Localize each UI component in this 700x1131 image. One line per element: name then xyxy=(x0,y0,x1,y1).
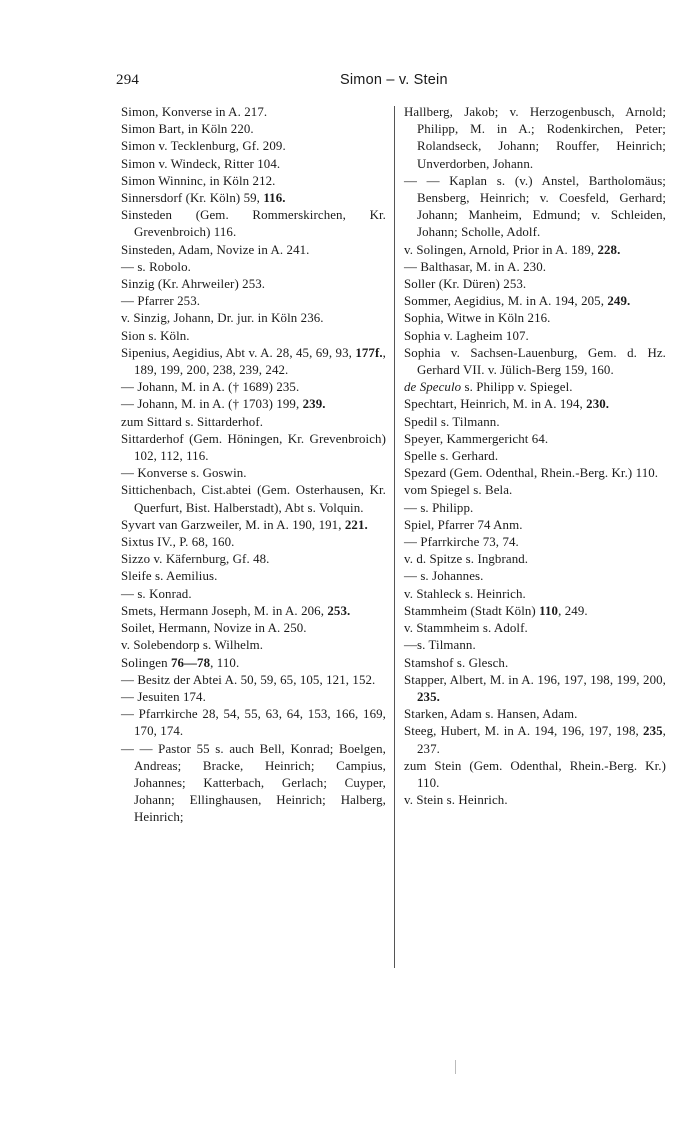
entry-text: s. Philipp v. Spiegel. xyxy=(461,380,573,395)
entry-text: Soller (Kr. Düren) 253. xyxy=(404,277,527,292)
entry-text: Simon Bart, in Köln 220. xyxy=(121,122,254,137)
index-entry xyxy=(121,672,386,689)
entry-text: Soilet, Hermann, Novize in A. 250. xyxy=(121,621,307,636)
entry-text: — Besitz der Abtei A. 50, 59, 65, 105, 121, 152. xyxy=(121,672,376,687)
index-entry xyxy=(121,655,386,672)
entry-text: Starken, Adam s. Hansen, Adam. xyxy=(404,707,578,722)
entry-text: Sinsteden (Gem. Rommerskirchen, Kr. Grevenbroich) 116. xyxy=(121,208,386,240)
entry-text: Sipenius, Aegidius, Abt v. A. 28, 45, 69, 93, xyxy=(121,345,356,360)
index-entry xyxy=(404,568,666,585)
index-entry xyxy=(121,276,386,293)
entry-text: Sophia v. Sachsen-Lauenburg, Gem. d. Hz. Gerhard VII. v. Jülich-Berg 159, 160. xyxy=(404,345,666,378)
index-entry xyxy=(404,706,666,723)
entry-text: Sleife s. Aemilius. xyxy=(121,569,218,584)
bold-page-ref: 253. xyxy=(327,603,351,618)
entry-text: zum Sittard s. Sittarderhof. xyxy=(121,414,264,429)
index-entry xyxy=(121,465,386,482)
bold-page-ref: 110 xyxy=(539,603,559,618)
index-entry xyxy=(121,586,386,603)
index-entry xyxy=(404,620,666,637)
index-entry xyxy=(121,379,386,396)
entry-text: — Jesuiten 174. xyxy=(121,689,206,704)
entry-text: v. Solebendorp s. Wilhelm. xyxy=(121,638,264,653)
scan-mark xyxy=(455,1060,456,1074)
column-divider xyxy=(394,106,395,968)
bold-page-ref: 221. xyxy=(344,517,368,532)
entry-text: v. Stahleck s. Heinrich. xyxy=(404,586,526,601)
index-entry xyxy=(404,242,666,259)
index-entry xyxy=(121,637,386,654)
entry-text: Sittarderhof (Gem. Höningen, Kr. Grevenbroich) 102, 112, 116. xyxy=(121,431,386,464)
index-entry xyxy=(404,414,666,431)
page-number: 294 xyxy=(116,72,140,88)
index-entry xyxy=(121,396,386,413)
entry-text: Hallberg, Jakob; v. Herzogenbusch, Arnold; Philipp, M. in A.; Rodenkirchen, Peter; Rolandseck, Johann; Rouffer, Heinrich; Unverdorben, Johann. xyxy=(404,105,666,171)
index-entry xyxy=(404,482,666,499)
index-entry xyxy=(404,723,666,757)
entry-text: — Pfarrkirche 73, 74. xyxy=(404,535,519,550)
index-entry xyxy=(404,534,666,551)
index-entry xyxy=(404,758,666,792)
index-entry xyxy=(404,792,666,809)
entry-text: Simon v. Windeck, Ritter 104. xyxy=(121,156,281,171)
index-entry xyxy=(404,500,666,517)
entry-text: — Johann, M. in A. († 1703) 199, xyxy=(121,397,303,412)
entry-text: Stammheim (Stadt Köln) xyxy=(404,603,540,618)
index-entry xyxy=(404,603,666,620)
index-entry xyxy=(121,173,386,190)
entry-text: Sophia v. Lagheim 107. xyxy=(404,328,529,343)
entry-text: v. d. Spitze s. Ingbrand. xyxy=(404,552,529,567)
index-entry xyxy=(121,517,386,534)
index-entry xyxy=(404,345,666,379)
index-entry xyxy=(121,328,386,345)
index-entry xyxy=(121,156,386,173)
bold-page-ref: 228. xyxy=(597,242,621,257)
index-entry xyxy=(121,414,386,431)
index-entry xyxy=(121,242,386,259)
bold-page-ref: 249. xyxy=(607,294,631,309)
index-entry xyxy=(121,603,386,620)
entry-text: Sinsteden, Adam, Novize in A. 241. xyxy=(121,242,310,257)
bold-page-ref: 230. xyxy=(586,397,610,412)
index-entry xyxy=(404,276,666,293)
entry-text: Syvart van Garzweiler, M. in A. 190, 191, xyxy=(121,517,345,532)
index-entry xyxy=(404,465,666,482)
entry-text: vom Spiegel s. Bela. xyxy=(404,483,513,498)
index-entry xyxy=(121,293,386,310)
entry-text: Solingen xyxy=(121,655,171,670)
entry-text: zum Stein (Gem. Odenthal, Rhein.-Berg. Kr.) 110. xyxy=(404,758,666,790)
entry-text: — Balthasar, M. in A. 230. xyxy=(404,259,547,274)
index-entry xyxy=(404,310,666,327)
index-entry xyxy=(121,689,386,706)
bold-page-ref: 116. xyxy=(263,191,286,206)
entry-text: , 189, 199, 200, 238, 239, 242. xyxy=(134,345,386,378)
entry-text: — s. Philipp. xyxy=(404,500,474,515)
index-entry xyxy=(121,741,386,827)
entry-text: — Pfarrkirche 28, 54, 55, 63, 64, 153, 166, 169, 170, 174. xyxy=(121,707,386,739)
index-entry xyxy=(404,672,666,706)
index-entry xyxy=(404,637,666,654)
index-entry xyxy=(404,517,666,534)
entry-text: Spelle s. Gerhard. xyxy=(404,449,499,464)
index-entry xyxy=(121,138,386,155)
entry-text: Simon, Konverse in A. 217. xyxy=(121,105,268,119)
bold-page-ref: 239. xyxy=(302,397,326,412)
index-entry xyxy=(121,620,386,637)
index-entry xyxy=(404,259,666,276)
entry-text: Sophia, Witwe in Köln 216. xyxy=(404,311,551,326)
entry-text: Stamshof s. Glesch. xyxy=(404,655,509,670)
index-entry xyxy=(404,551,666,568)
entry-text: Sizzo v. Käfernburg, Gf. 48. xyxy=(121,552,270,567)
index-entry xyxy=(404,104,666,173)
index-entry xyxy=(404,586,666,603)
index-entry xyxy=(121,190,386,207)
index-column-right xyxy=(404,104,666,809)
index-entry xyxy=(121,534,386,551)
entry-text: —s. Tilmann. xyxy=(404,638,476,653)
index-entry xyxy=(404,328,666,345)
italic-term: de Speculo xyxy=(404,380,462,395)
entry-text: v. Stammheim s. Adolf. xyxy=(404,621,528,636)
bold-page-ref: 76—78 xyxy=(170,655,211,670)
index-entry xyxy=(121,104,386,121)
index-entry xyxy=(121,551,386,568)
index-entry xyxy=(404,448,666,465)
index-entry xyxy=(121,310,386,327)
entry-text: , 249. xyxy=(558,603,588,618)
entry-text: — Johann, M. in A. († 1689) 235. xyxy=(121,380,300,395)
index-entry xyxy=(121,259,386,276)
entry-text: — Pfarrer 253. xyxy=(121,294,201,309)
entry-text: v. Solingen, Arnold, Prior in A. 189, xyxy=(404,242,598,257)
entry-text: Steeg, Hubert, M. in A. 194, 196, 197, 198, xyxy=(404,724,644,739)
index-entry xyxy=(121,482,386,516)
entry-text: — s. Johannes. xyxy=(404,569,484,584)
index-entry xyxy=(404,655,666,672)
entry-text: — s. Konrad. xyxy=(121,586,192,601)
entry-text: Spedil s. Tilmann. xyxy=(404,414,500,429)
index-entry xyxy=(121,431,386,465)
entry-text: Simon v. Tecklenburg, Gf. 209. xyxy=(121,139,286,154)
index-entry xyxy=(121,568,386,585)
entry-text: Stapper, Albert, M. in A. 196, 197, 198, 199, 200, xyxy=(404,672,666,687)
entry-text: Smets, Hermann Joseph, M. in A. 206, xyxy=(121,603,328,618)
bold-page-ref: 235 xyxy=(643,724,663,739)
index-entry xyxy=(121,207,386,241)
entry-text: Sommer, Aegidius, M. in A. 194, 205, xyxy=(404,294,608,309)
index-entry xyxy=(121,345,386,379)
entry-text: Speyer, Kammergericht 64. xyxy=(404,431,549,446)
entry-text: — Konverse s. Goswin. xyxy=(121,466,247,481)
index-entry xyxy=(404,173,666,242)
entry-text: Sinnersdorf (Kr. Köln) 59, xyxy=(121,191,264,206)
entry-text: Spechtart, Heinrich, M. in A. 194, xyxy=(404,397,587,412)
index-entry xyxy=(404,379,666,396)
entry-text: Sion s. Köln. xyxy=(121,328,190,343)
entry-text: Sittichenbach, Cist.abtei (Gem. Osterhausen, Kr. Querfurt, Bist. Halberstadt), Abt s. Volquin. xyxy=(121,483,386,515)
running-head: Simon – v. Stein xyxy=(340,72,448,88)
index-entry xyxy=(404,293,666,310)
bold-page-ref: 235. xyxy=(417,689,440,704)
index-entry xyxy=(121,121,386,138)
bold-page-ref: 177f. xyxy=(355,345,383,360)
entry-text: — s. Robolo. xyxy=(121,259,191,274)
index-entry xyxy=(404,431,666,448)
entry-text: , 237. xyxy=(417,724,666,756)
entry-text: v. Sinzig, Johann, Dr. jur. in Köln 236. xyxy=(121,311,324,326)
entry-text: Spezard (Gem. Odenthal, Rhein.-Berg. Kr.) 110. xyxy=(404,466,659,481)
index-column-left xyxy=(121,104,386,827)
index-entry xyxy=(121,706,386,740)
entry-text: Sixtus IV., P. 68, 160. xyxy=(121,535,235,550)
index-entry xyxy=(404,396,666,413)
entry-text: Sinzig (Kr. Ahrweiler) 253. xyxy=(121,277,266,292)
entry-text: v. Stein s. Heinrich. xyxy=(404,793,508,808)
entry-text: , 110. xyxy=(210,655,240,670)
entry-text: — — Pastor 55 s. auch Bell, Konrad; Boelgen, Andreas; Bracke, Heinrich; Campius, Johannes; Katterbach, Gerlach; Cuyper, Johann; Ellinghausen, Heinrich; Halberg, Heinrich; xyxy=(121,741,386,825)
entry-text: Simon Winninc, in Köln 212. xyxy=(121,173,276,188)
entry-text: — — Kaplan s. (v.) Anstel, Bartholomäus; Bensberg, Heinrich; v. Coesfeld, Gerhard; Johann; Manheim, Edmund; v. Schleiden, Johann; Scholle, Adolf. xyxy=(404,173,666,240)
entry-text: Spiel, Pfarrer 74 Anm. xyxy=(404,517,523,532)
